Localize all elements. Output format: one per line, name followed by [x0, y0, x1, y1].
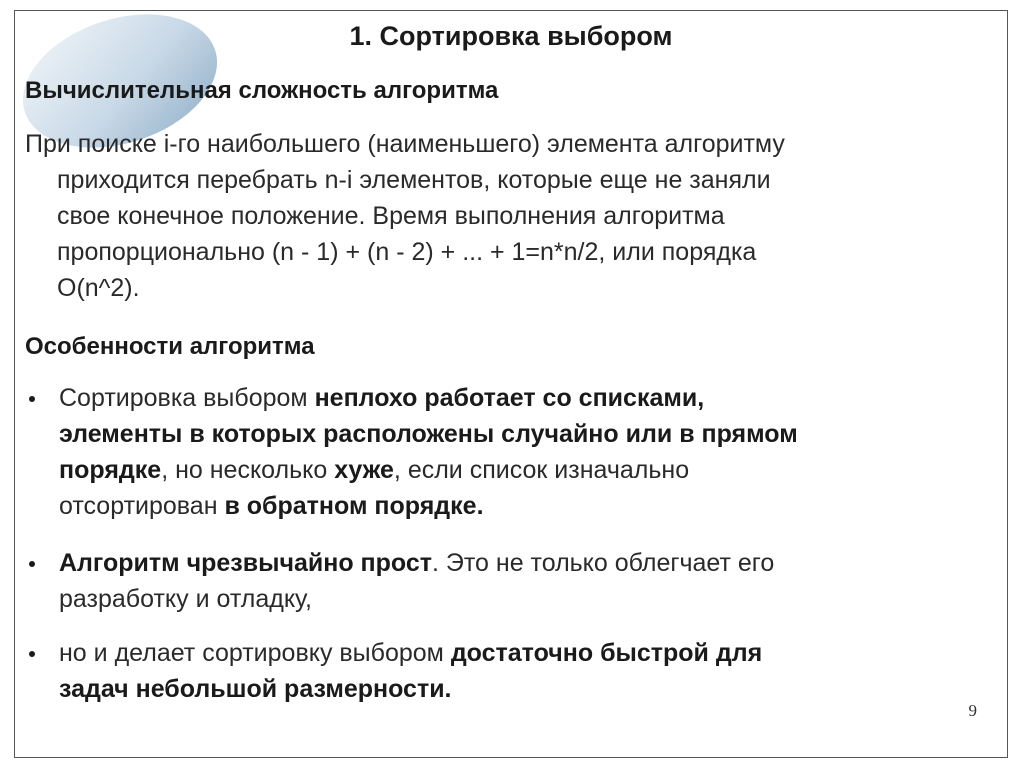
complexity-line: свое конечное положение. Время выполнения алгоритма: [57, 202, 725, 230]
complexity-line: При поиске i-го наибольшего (наименьшего) элемента алгоритму: [25, 130, 785, 158]
list-item: Алгоритм чрезвычайно прост. Это не только облегчает его разработку и отладку,: [25, 545, 995, 617]
complexity-line: пропорционально (n - 1) + (n - 2) + ... + 1=n*n/2, или порядка: [57, 238, 757, 266]
complexity-line: приходится перебрать n-i элементов, которые еще не заняли: [57, 166, 771, 194]
complexity-paragraph: [25, 126, 985, 306]
features-heading: Особенности алгоритма: [25, 333, 315, 360]
bullet-icon: [29, 651, 35, 657]
list-item: Сортировка выбором неплохо работает со списками, элементы в которых расположены случайно или в прямом порядке, но несколько хуже, если список изначально отсортирован в обратном порядке.: [25, 380, 995, 524]
bullet-icon: [29, 561, 35, 567]
slide-title: 1. Сортировка выбором: [349, 21, 673, 51]
slide: [14, 10, 1008, 758]
page-number: 9: [968, 701, 977, 720]
complexity-line: O(n^2).: [57, 274, 140, 302]
complexity-heading: Вычислительная сложность алгоритма: [25, 77, 499, 104]
list-item: но и делает сортировку выбором достаточно быстрой для задач небольшой размерности.: [25, 635, 995, 707]
bullet-icon: [29, 396, 35, 402]
